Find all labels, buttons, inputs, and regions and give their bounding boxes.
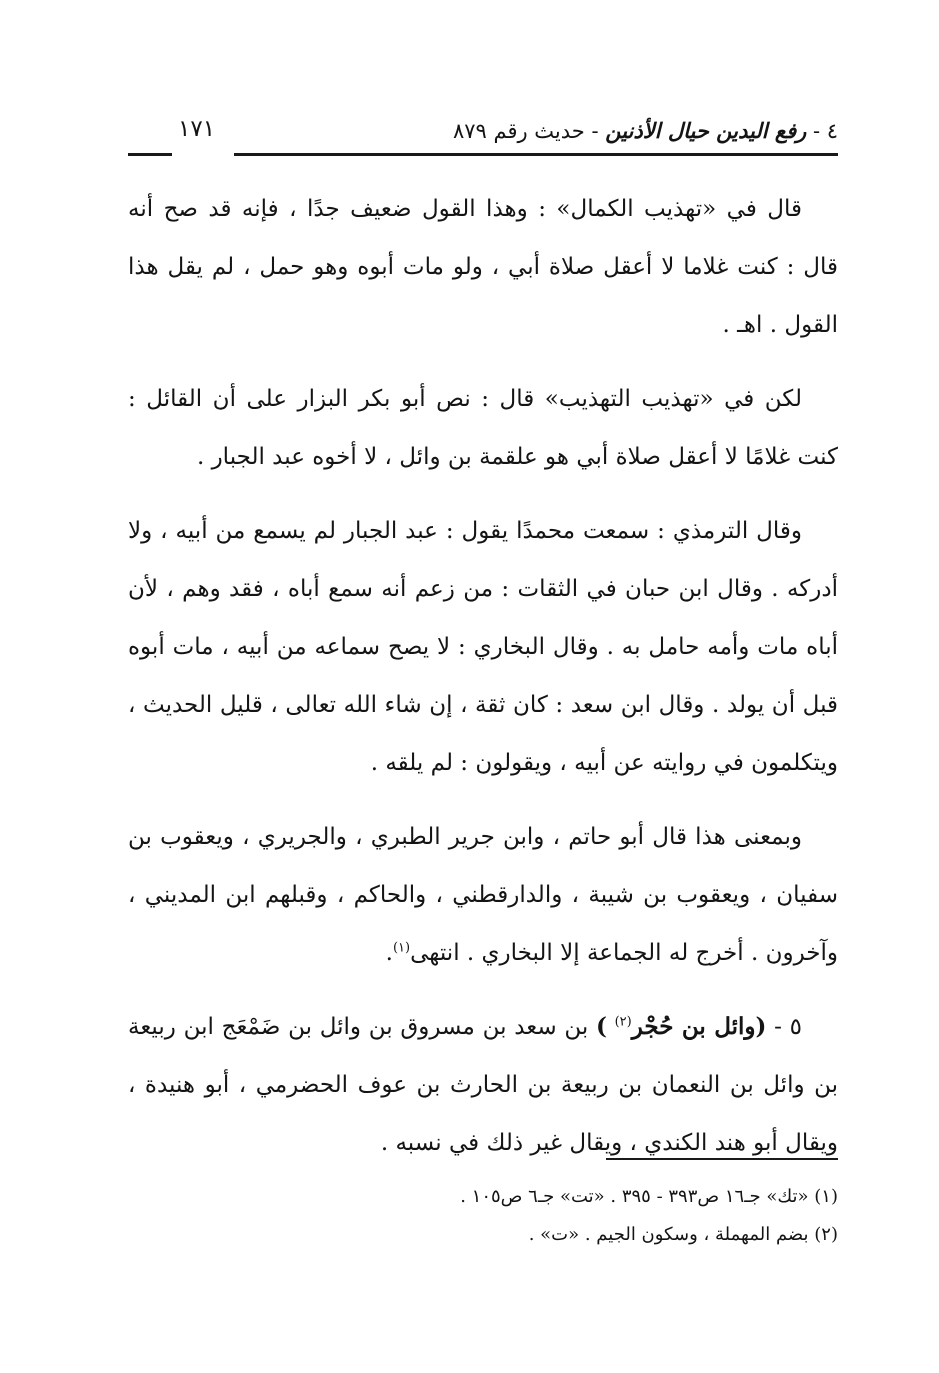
footnote-ref-2: (٢) (614, 1014, 632, 1030)
paragraph-2: لكن في «تهذيب التهذيب» قال : نص أبو بكر البزار على أن القائل : كنت غلامًا لا أعقل صلاة أبي هو علقمة بن وائل ، لا أخوه عبد الجبار . (128, 386, 838, 470)
chapter-number: ٤ (826, 119, 838, 143)
footnote-1: (١) «تك» جـ١٦ ص٣٩٣ - ٣٩٥ . «تت» جـ٦ ص١٠٥ . (460, 1186, 838, 1207)
entry-text: بن سعد بن مسروق بن وائل بن ضَمْعَج ابن ربيعة بن وائل بن النعمان بن ربيعة بن الحارث بن عوف الحضرمي ، أبو هنيدة ، ويقال أبو هند الكندي ، ويقال غير ذلك في نسبه . (128, 1014, 838, 1156)
main-text (128, 180, 838, 1188)
footnote-separator (606, 1158, 838, 1160)
paragraph-4-end: . (385, 940, 393, 966)
running-header (128, 110, 838, 158)
paragraph-3: وقال الترمذي : سمعت محمدًا يقول : عبد الجبار لم يسمع من أبيه ، ولا أدركه . وقال ابن حبان في الثقات : من زعم أنه سمع أباه ، فقد وهم ، لأن أباه مات وأمه حامل به . وقال البخاري : لا يصح سماعه من أبيه ، مات أبوه قبل أن يولد . وقال ابن سعد : كان ثقة ، إن شاء الله تعالى ، قليل الحديث ، ويتكلمون في روايته عن أبيه ، ويقولون : لم يلقه . (128, 518, 838, 776)
paragraph-1: قال في «تهذيب الكمال» : وهذا القول ضعيف جدًا ، فإنه قد صح أنه قال : كنت غلاما لا أعقل صلاة أبي ، ولو مات أبوه وهو حمل ، لم يقل هذا القول . اهـ . (128, 196, 838, 338)
header-title: ٤ - رفع اليدين حيال الأذنين - حديث رقم ٨٧٩ (452, 118, 838, 143)
footnote-2: (٢) بضم المهملة ، وسكون الجيم . «ت» . (528, 1224, 838, 1245)
footnotes (238, 1178, 838, 1254)
hadith-label: حديث رقم ٨٧٩ (452, 119, 585, 143)
entry-number: ٥ - (774, 1014, 803, 1040)
entry-close-paren: ) (595, 1013, 607, 1040)
entry-open-paren: ( (755, 1013, 767, 1040)
header-rule (234, 153, 838, 156)
paragraph-4 (128, 808, 838, 982)
page-number: ١٧١ (178, 116, 216, 142)
paragraph-4-text: وبمعنى هذا قال أبو حاتم ، وابن جرير الطبري ، والجريري ، ويعقوب بن سفيان ، ويعقوب بن شيبة ، والدارقطني ، والحاكم ، وقبلهم ابن المديني ، وآخرون . أخرج له الجماعة إلا البخاري . انتهى (128, 824, 838, 966)
header-dash (128, 153, 172, 156)
narrator-entry (128, 998, 838, 1172)
entry-name: وائل بن حُجْر (631, 1013, 756, 1040)
footnote-ref-1: (١) (392, 940, 411, 956)
book-title: رفع اليدين حيال الأذنين (605, 118, 807, 143)
